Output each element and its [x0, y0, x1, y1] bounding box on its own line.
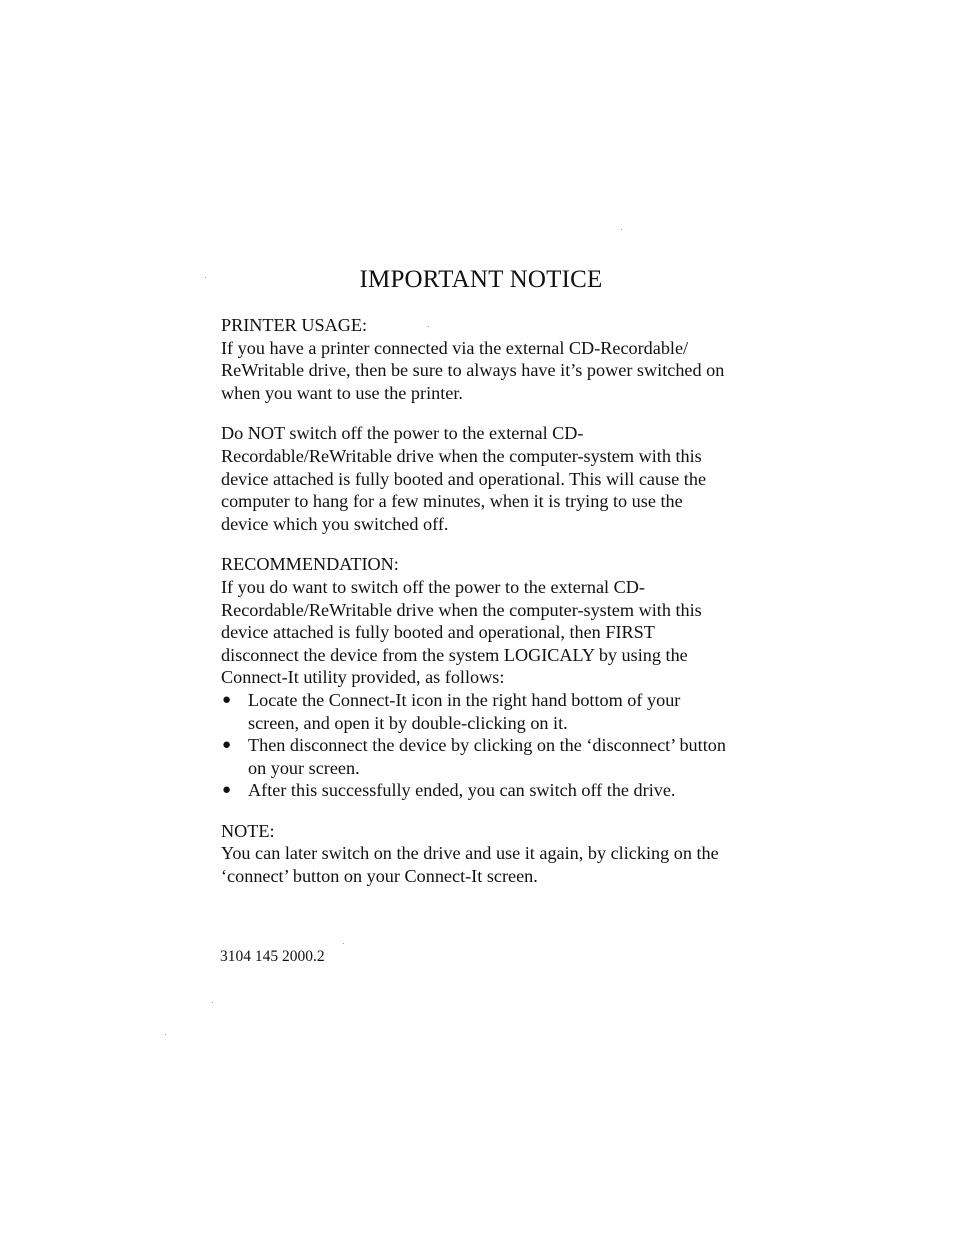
printer-usage-heading: PRINTER USAGE:	[221, 315, 368, 335]
paragraph-line: ‘connect’ button on your Connect-It screen.	[221, 866, 538, 887]
paragraph-line: device attached is fully booted and operational. This will cause the	[221, 468, 707, 489]
paragraph-line: If you have a printer connected via the external CD-Recordable/	[221, 337, 689, 358]
paragraph-line: Recordable/ReWritable drive when the computer-system with this	[221, 445, 702, 466]
steps-list	[221, 689, 761, 802]
list-item-line: Then disconnect the device by clicking on the ‘disconnect’ button	[248, 735, 726, 756]
list-item	[221, 779, 761, 802]
list-item-line: on your screen.	[248, 757, 360, 778]
document-code: 3104 145 2000.2	[220, 948, 325, 965]
scan-speck	[621, 229, 622, 230]
paragraph-line: device which you switched off.	[221, 513, 449, 534]
scan-speck	[343, 943, 344, 944]
paragraph-line: If you do want to switch off the power to the external CD-	[221, 576, 645, 597]
bullet-icon: ●	[222, 691, 232, 708]
page-title: IMPORTANT NOTICE	[359, 266, 603, 293]
bullet-icon: ●	[222, 782, 232, 799]
printer-usage-section	[221, 314, 761, 404]
paragraph-line: when you want to use the printer.	[221, 382, 463, 403]
warning-section	[221, 422, 761, 535]
paragraph-line: Connect-It utility provided, as follows:	[221, 667, 505, 688]
list-item	[221, 734, 761, 779]
paragraph-line: device attached is fully booted and operational, then FIRST	[221, 622, 655, 643]
scan-speck	[428, 326, 429, 327]
notice-body	[221, 314, 761, 888]
paragraph-spacer	[221, 535, 761, 553]
list-item-line: After this successfully ended, you can switch off the drive.	[248, 780, 676, 801]
list-item-line: Locate the Connect-It icon in the right hand bottom of your	[248, 689, 681, 710]
paragraph-spacer	[221, 802, 761, 820]
paragraph-line: Recordable/ReWritable drive when the computer-system with this	[221, 599, 702, 620]
note-heading: NOTE:	[221, 820, 275, 841]
list-item-line: screen, and open it by double-clicking on it.	[248, 712, 568, 733]
paragraph-line: disconnect the device from the system LOGICALY by using the	[221, 644, 688, 665]
list-item	[221, 689, 761, 734]
paragraph-line: You can later switch on the drive and use it again, by clicking on the	[221, 843, 719, 864]
paragraph-spacer	[221, 404, 761, 422]
recommendation-heading: RECOMMENDATION:	[221, 554, 399, 575]
note-section	[221, 820, 761, 888]
scan-speck	[205, 277, 206, 278]
paragraph-line: Do NOT switch off the power to the external CD-	[221, 423, 584, 444]
paragraph-line: computer to hang for a few minutes, when it is trying to use the	[221, 491, 683, 512]
recommendation-section	[221, 553, 761, 802]
bullet-icon: ●	[222, 737, 232, 754]
scan-speck	[212, 1002, 213, 1003]
scan-speck	[165, 1034, 166, 1035]
paragraph-line: ReWritable drive, then be sure to always have it’s power switched on	[221, 360, 725, 381]
